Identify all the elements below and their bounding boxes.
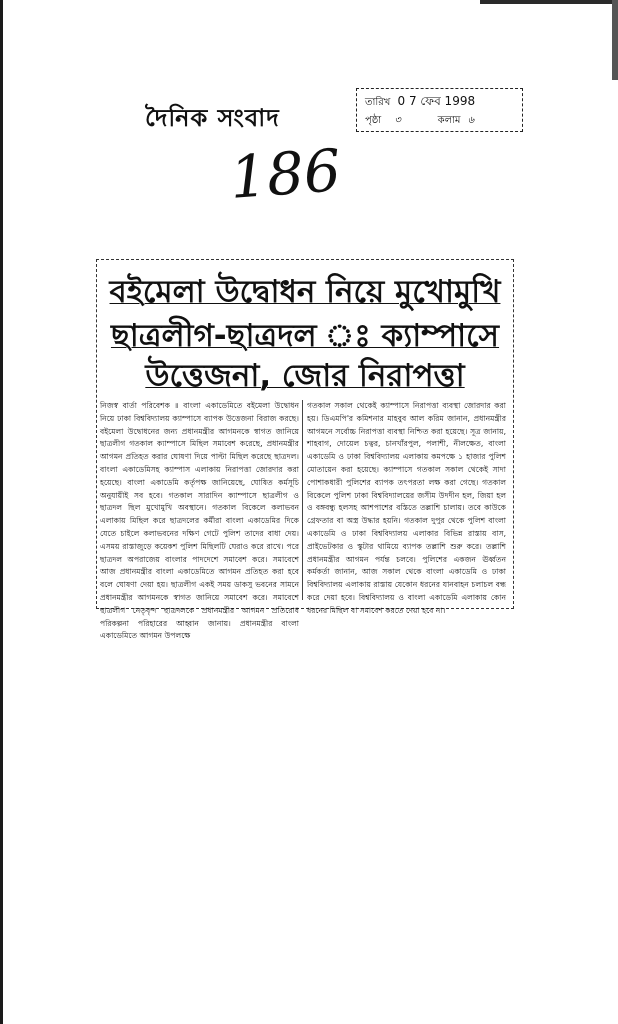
archive-stamp bbox=[356, 88, 523, 132]
headline-line-1: বইমেলা উদ্বোধন নিয়ে মুখোমুখি bbox=[109, 274, 501, 310]
column-label: কলাম bbox=[437, 115, 461, 126]
date-value: 0 7 ফেব 1998 bbox=[397, 94, 476, 108]
article-column-left bbox=[100, 400, 299, 641]
stamp-date-row bbox=[365, 93, 475, 113]
date-label: তারিখ bbox=[365, 97, 391, 108]
handwritten-number: 186 bbox=[227, 136, 343, 212]
column-divider bbox=[302, 400, 303, 600]
article-body-right: গতকাল সকাল থেকেই ক্যাম্পাসে নিরাপত্তা ব্যবস্থা জোরদার করা হয়। ডিএমপি'র কমিশনার মাহবুব আল করিম জানান, প্রধানমন্ত্রীর আগমনে সর্বোচ্চ নিরাপত্তা ব্যবস্থা নিশ্চিত করা হয়েছে। সূত্র জানায়, শাহবাগ, দোয়েল চত্বর, চানখাঁরপুল, পলাশী, নীলক্ষেত, বাংলা একাডেমি ও ঢাকা বিশ্ববিদ্যালয় এলাকায় কমপক্ষে ১ হাজার পুলিশ মোতায়েন করা হয়েছে। ক্যাম্পাসে গতকাল সকাল থেকেই সাদা পোশাকধারী পুলিশের ব্যাপক তৎপরতা লক্ষ করা গেছে। গতকাল বিকেলে পুলিশ ঢাকা বিশ্ববিদ্যালয়ের জসীম উদদীন হল, জিয়া হল ও বঙ্গবন্ধু হলসহ আশপাশের বস্তিতে তল্লাশি চালায়। তবে কাউকে গ্রেফতার বা অস্ত্র উদ্ধার হয়নি। গতকাল দুপুর থেকে পুলিশ বাংলা একাডেমি ও ঢাকা বিশ্ববিদ্যালয় এলাকার বিভিন্ন রাস্তায় বাস, প্রাইভেটকার ও স্কুটার থামিয়ে ব্যাপক তল্লাশি শুরু করে। তল্লাশি প্রধানমন্ত্রীর আগমন পর্যন্ত চলবে। পুলিশের একজন ঊর্ধ্বতন কর্মকর্তা জানান, আজ সকাল থেকে বাংলা একাডেমি ও ঢাকা বিশ্ববিদ্যালয় এলাকায় রাস্তায় যেকোন ধরনের যানবাহন চলাচল বন্ধ করে দেয়া হবে। বিশ্ববিদ্যালয় ও বাংলা একাডেমি এলাকায় কোন ধরনের মিছিল বা সমাবেশ করতে দেয়া হবে না। bbox=[307, 401, 506, 615]
article-body-left: নিজস্ব বার্তা পরিবেশক ॥ বাংলা একাডেমিতে বইমেলা উদ্বোধন নিয়ে ঢাকা বিশ্ববিদ্যালয় ক্যাম্পাসে ব্যাপক উত্তেজনা বিরাজ করছে। বইমেলা উদ্বোধনের জন্য প্রধানমন্ত্রীর আগমনকে স্বাগত জানিয়ে ছাত্রলীগ গতকাল ক্যাম্পাসে মিছিল সমাবেশ করেছে, প্রধানমন্ত্রীর আগমন প্রতিহত করার ঘোষণা দিয়ে পাল্টা মিছিল করেছে ছাত্রদল। বাংলা একাডেমিসহ ক্যাম্পাস এলাকায় নিরাপত্তা জোরদার করা হয়েছে। বাংলা একাডেমি কর্তৃপক্ষ জানিয়েছে, ঘোষিত কর্মসূচি অনুযায়ীই সব হবে। গতকাল সারাদিন ক্যাম্পাসে ছাত্রলীগ ও ছাত্রদল ছিল মুখোমুখি অবস্থানে। গতকাল বিকেলে কলাভবন এলাকায় মিছিল করে ছাত্রদলের কর্মীরা বাংলা একাডেমির দিকে যেতে চাইলে কলাভবনের দক্ষিণ গেটে পুলিশ তাদের বাধা দেয়। এসময় রাস্তাজুড়ে কয়েকশ পুলিশ মিছিলটি ঘেরাও করে রাখে। পরে ছাত্রদল অপরাজেয় বাংলার পাদদেশে সমাবেশ করে। সমাবেশে আজ প্রধানমন্ত্রীর বাংলা একাডেমিতে আগমন প্রতিহত করা হবে বলে ঘোষণা দেয়া হয়। ছাত্রলীগ একই সময় ডাকসু ভবনের সামনে প্রধানমন্ত্রীর আগমনকে স্বাগত জানিয়ে সমাবেশ করে। সমাবেশে ছাত্রলীগ নেতৃবৃন্দ ছাত্রদলকে প্রধানমন্ত্রীর আগমন প্রতিরোধ পরিকল্পনা পরিহারের আহ্বান জানায়। প্রধানমন্ত্রীর বাংলা একাডেমিতে আগমন উপলক্ষে bbox=[100, 401, 299, 641]
article-column-right bbox=[307, 400, 506, 615]
scan-left-edge bbox=[0, 0, 3, 1024]
scan-top-edge bbox=[480, 0, 618, 4]
stamp-page-row bbox=[365, 113, 474, 130]
scan-right-edge bbox=[612, 0, 618, 80]
newspaper-masthead: দৈনিক সংবাদ bbox=[145, 103, 280, 132]
headline-line-3: উত্তেজনা, জোর নিরাপত্তা bbox=[145, 358, 465, 394]
news-clipping bbox=[96, 259, 514, 641]
page-label: পৃষ্ঠা bbox=[365, 115, 382, 126]
page-value: ৩ bbox=[394, 115, 401, 126]
column-value: ৬ bbox=[467, 115, 475, 126]
headline-line-2: ছাত্রলীগ-ছাত্রদল ঃ ক্যাম্পাসে bbox=[110, 318, 500, 354]
